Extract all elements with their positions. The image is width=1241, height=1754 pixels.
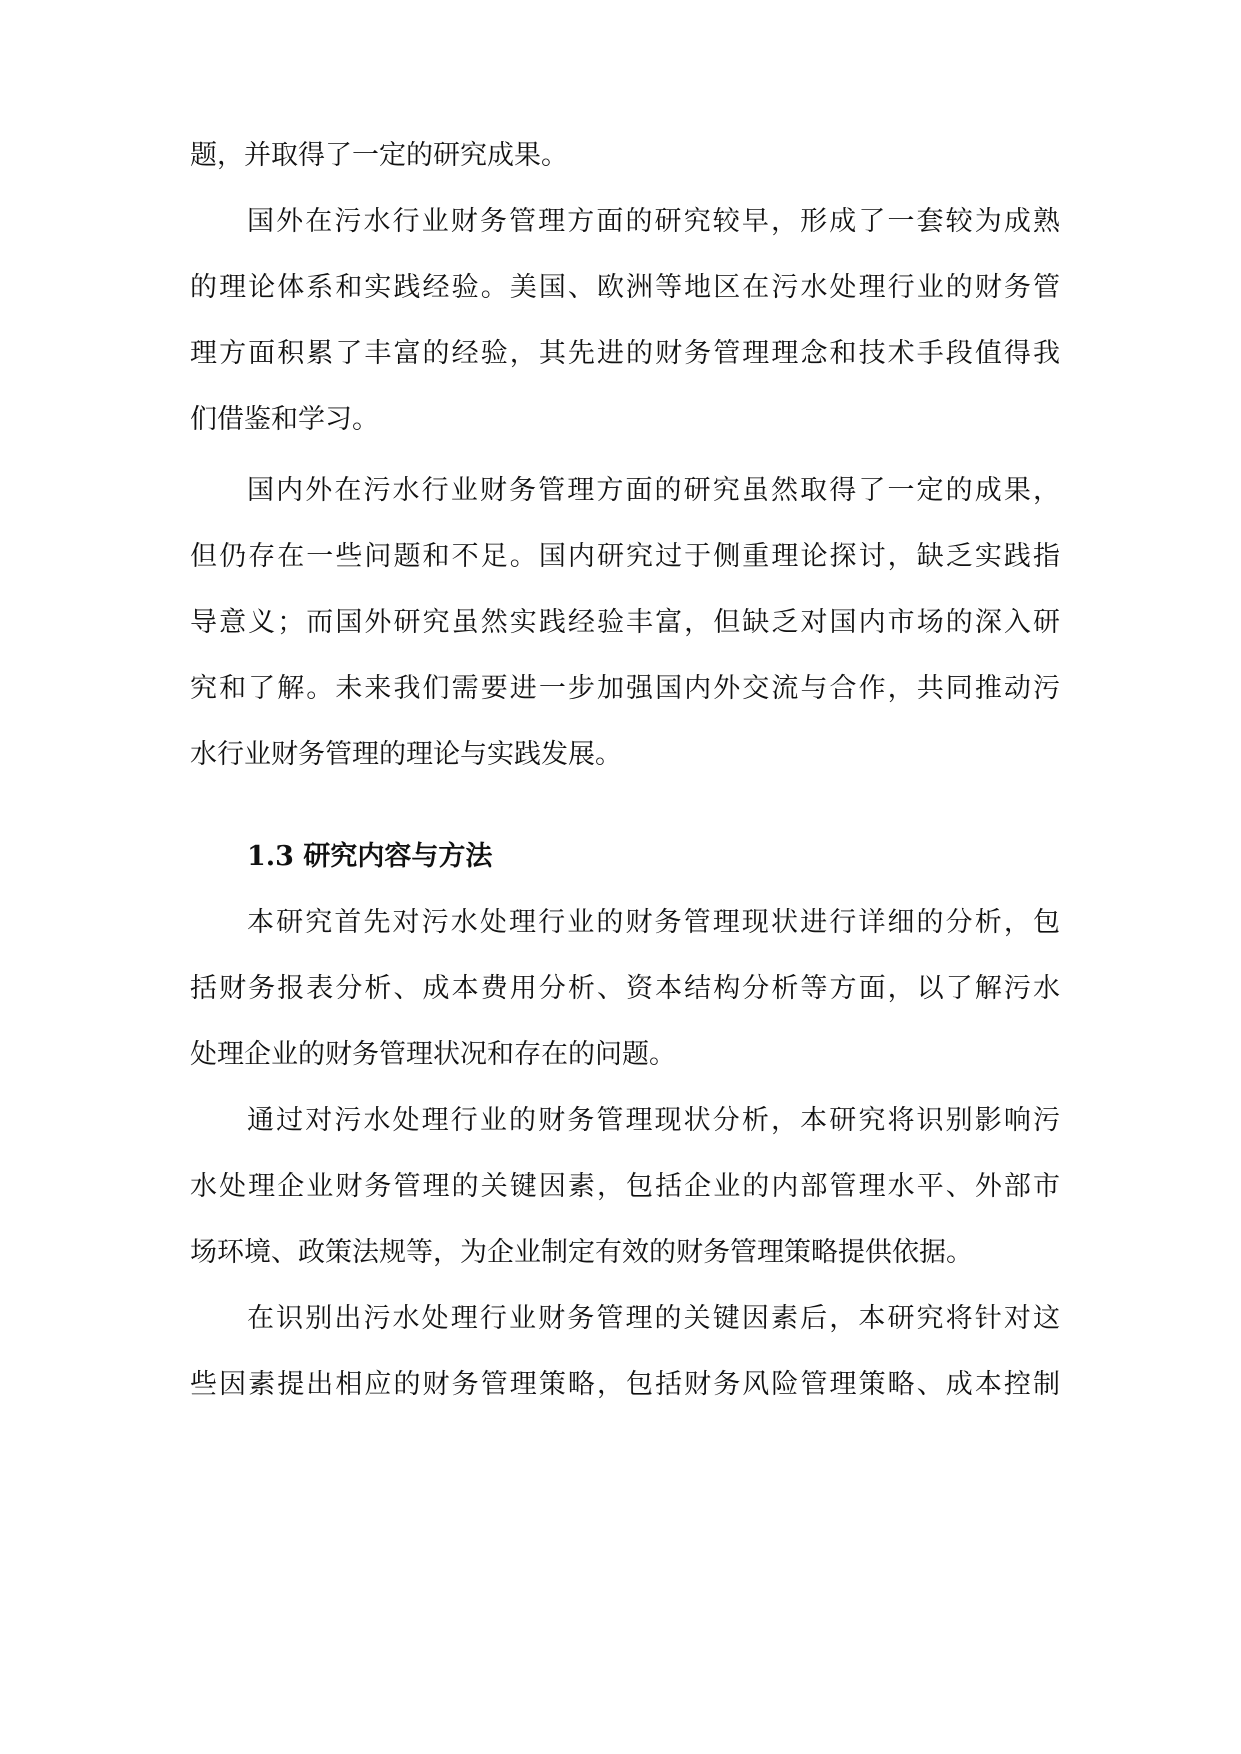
paragraph-line: 究和了解。未来我们需要进一步加强国内外交流与合作，共同推动污 [190,673,1060,704]
paragraph-line: 导意义；而国外研究虽然实践经验丰富，但缺乏对国内市场的深入研 [190,607,1060,638]
paragraph-line: 在识别出污水处理行业财务管理的关键因素后，本研究将针对这 [247,1303,1060,1334]
paragraph-line: 的理论体系和实践经验。美国、欧洲等地区在污水处理行业的财务管 [190,272,1060,303]
section-heading: 1.3 研究内容与方法 [247,841,493,872]
paragraph-line: 些因素提出相应的财务管理策略，包括财务风险管理策略、成本控制 [190,1369,1060,1400]
paragraph-line: 国外在污水行业财务管理方面的研究较早，形成了一套较为成熟 [247,206,1060,237]
paragraph-line: 水处理企业财务管理的关键因素，包括企业的内部管理水平、外部市 [190,1171,1060,1202]
paragraph-line: 水行业财务管理的理论与实践发展。 [190,739,622,770]
paragraph-line: 通过对污水处理行业的财务管理现状分析，本研究将识别影响污 [247,1105,1060,1136]
paragraph-line: 本研究首先对污水处理行业的财务管理现状进行详细的分析，包 [247,907,1060,938]
paragraph-line: 们借鉴和学习。 [190,404,379,435]
paragraph-line: 理方面积累了丰富的经验，其先进的财务管理理念和技术手段值得我 [190,338,1060,369]
paragraph-line: 但仍存在一些问题和不足。国内研究过于侧重理论探讨，缺乏实践指 [190,541,1060,572]
paragraph-line: 题，并取得了一定的研究成果。 [190,140,568,171]
paragraph-line: 括财务报表分析、成本费用分析、资本结构分析等方面，以了解污水 [190,973,1060,1004]
paragraph-line: 场环境、政策法规等，为企业制定有效的财务管理策略提供依据。 [190,1237,973,1268]
paragraph-line: 国内外在污水行业财务管理方面的研究虽然取得了一定的成果， [247,475,1060,506]
paragraph-line: 处理企业的财务管理状况和存在的问题。 [190,1039,676,1070]
